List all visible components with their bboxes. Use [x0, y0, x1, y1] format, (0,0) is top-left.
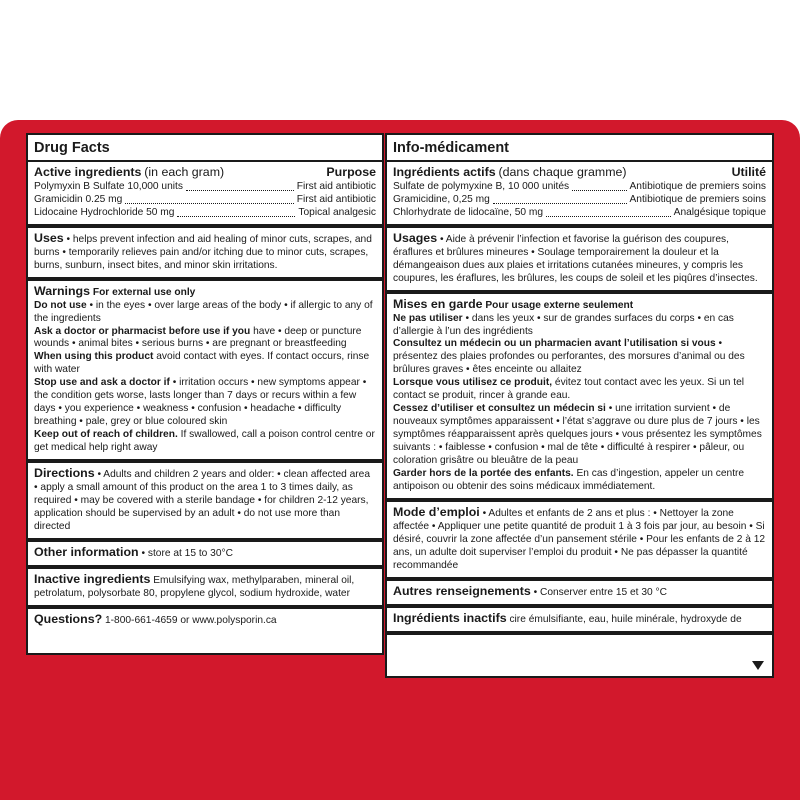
active-header-note-fr: (dans chaque gramme)	[498, 165, 627, 179]
active-header-row-fr	[393, 165, 766, 181]
keep-out-label: Keep out of reach of children.	[34, 429, 178, 441]
other-information-text: • store at 15 to 30°C	[141, 547, 233, 559]
info-medicament-panel	[385, 133, 774, 678]
active-header: Active ingredients	[34, 165, 142, 179]
warnings-section-fr	[387, 294, 772, 502]
uses-header-fr: Usages	[393, 230, 438, 245]
ingredient-name-fr: Chlorhydrate de lidocaïne, 50 mg	[393, 206, 544, 218]
ask-doctor-paragraph	[34, 326, 376, 352]
uses-paragraph-fr	[393, 231, 766, 286]
purpose-header: Purpose	[326, 165, 376, 179]
warnings-heading-fr	[393, 297, 766, 313]
inactive-ingredients-text: Emulsifying wax, methylparaben, mineral oil, petrolatum, polysorbate 80, propylene glycol, sodium hydroxide, water	[34, 574, 355, 599]
ingredient-name-fr: Gramicidine, 0,25 mg	[393, 193, 490, 205]
ingredient-purpose-fr: Antibiotique de premiers soins	[629, 180, 766, 192]
when-using-text: avoid contact with eyes. If contact occurs, rinse with water	[34, 351, 370, 376]
other-information-header: Other information	[34, 544, 139, 559]
ingredient-row	[34, 207, 376, 220]
when-using-paragraph-fr	[393, 377, 766, 403]
active-header-row	[34, 165, 376, 181]
directions-paragraph	[34, 466, 376, 534]
drug-facts-panel	[26, 133, 384, 655]
stop-use-label: Stop use and ask a doctor if	[34, 377, 170, 389]
questions-text: 1-800-661-4659 or www.polysporin.ca	[105, 614, 277, 626]
triangle-down-icon	[752, 661, 764, 670]
uses-header: Uses	[34, 230, 64, 245]
directions-text-fr: • Adultes et enfants de 2 ans et plus : • Nettoyer la zone affectée • Appliquer une petite quantité de produit 1 à 3 fois par jour, au besoin • Si désiré, couvrir la zone affectée d’un pansement stérile • Pour les enfants de 2 à 12 ans, un adulte doit superviser l’emploi du produit • Ne pas dépasser la quantité recommandée	[393, 507, 766, 571]
when-using-label: When using this product	[34, 351, 154, 363]
questions-header: Questions?	[34, 611, 103, 626]
uses-text-fr: • Aide à prévenir l’infection et favorise la guérison des coupures, éraflures et brûlures mineures • Soulage temporairement la douleur et la démangeaison dues aux plaies et irritations cutanées mineures, y compris les coupures, les éraflures, les brûlures, les coups de soleil et les piqûres d’insectes.	[393, 233, 758, 284]
do-not-use-label-fr: Ne pas utiliser	[393, 312, 463, 324]
stop-use-text: • irritation occurs • new symptoms appear • the condition gets worse, lasts longer than 7 days or recurs within a few days • you experience • weakness • confusion • headache • difficulty breathing • pale, grey or blue coloured skin	[34, 377, 367, 428]
warnings-section	[28, 281, 382, 463]
inactive-ingredients-text-fr: cire émulsifiante, eau, huile minérale, hydroxyde de	[509, 613, 742, 625]
leader-dots	[493, 203, 627, 204]
active-header-wrap	[34, 165, 224, 181]
other-information-paragraph	[34, 545, 376, 561]
when-using-text-fr: évitez tout contact avec les yeux. Si un tel contact se produit, rincer à grande eau.	[393, 377, 745, 402]
active-ingredients-section-fr	[387, 162, 772, 228]
uses-section-fr	[387, 228, 772, 294]
do-not-use-paragraph	[34, 300, 376, 326]
active-header-wrap-fr	[393, 165, 627, 181]
warnings-header-fr: Mises en garde	[393, 296, 483, 311]
leader-dots	[546, 216, 671, 217]
directions-header-fr: Mode d’emploi	[393, 504, 480, 519]
other-information-section	[28, 542, 382, 569]
do-not-use-label: Do not use	[34, 299, 87, 311]
stop-use-text-fr: • une irritation survient • de nouveaux symptômes apparaissent • l’état s’aggrave ou dure plus de 7 jours • les symptômes réapparaissent après quelques jours • vous présentez les symptômes suivants : • faiblesse • confusion • mal de tête • difficulté à respirer • pâleur, ou coloration grisâtre ou bleuâtre de la peau	[393, 403, 762, 467]
active-ingredients-section	[28, 162, 382, 228]
when-using-label-fr: Lorsque vous utilisez ce produit,	[393, 377, 553, 389]
ingredient-row	[34, 194, 376, 207]
warnings-header: Warnings	[34, 283, 90, 298]
ingredient-purpose-fr: Antibiotique de premiers soins	[629, 193, 766, 205]
uses-paragraph	[34, 231, 376, 273]
ingredient-purpose: First aid antibiotic	[296, 180, 376, 192]
do-not-use-text: • in the eyes • over large areas of the body • if allergic to any of the ingredients	[34, 299, 373, 324]
leader-dots	[572, 190, 626, 191]
keep-out-paragraph	[34, 429, 376, 455]
inactive-ingredients-header: Inactive ingredients	[34, 571, 151, 586]
ingredient-row-fr	[393, 194, 766, 207]
directions-header: Directions	[34, 466, 95, 481]
ingredient-purpose-fr: Analgésique topique	[673, 206, 766, 218]
other-information-text-fr: • Conserver entre 15 et 30 °C	[533, 586, 667, 598]
ask-doctor-text-fr: • présentez des plaies profondes ou perforantes, des morsures d’animal ou des brûlures graves • êtes enceinte ou allaitez	[393, 338, 745, 376]
ingredient-purpose: Topical analgesic	[298, 206, 376, 218]
ask-doctor-text: have • deep or puncture wounds • animal bites • serious burns • are pregnant or breastfeeding	[34, 325, 362, 350]
ingredient-name: Gramicidin 0.25 mg	[34, 193, 123, 205]
stop-use-paragraph	[34, 377, 376, 429]
questions-paragraph	[34, 612, 376, 628]
leader-dots	[125, 203, 293, 204]
do-not-use-text-fr: • dans les yeux • sur de grandes surfaces du corps • en cas d’allergie à l’un des ingrédients	[393, 312, 734, 337]
inactive-ingredients-paragraph-fr	[393, 611, 746, 627]
do-not-use-paragraph-fr	[393, 313, 766, 339]
ingredient-row-fr	[393, 207, 766, 220]
ingredient-name: Polymyxin B Sulfate 10,000 units	[34, 180, 183, 192]
ingredient-name: Lidocaine Hydrochloride 50 mg	[34, 206, 175, 218]
panel-title-fr: Info-médicament	[387, 135, 772, 162]
ingredient-purpose: First aid antibiotic	[296, 193, 376, 205]
uses-section	[28, 228, 382, 281]
keep-out-label-fr: Garder hors de la portée des enfants.	[393, 468, 574, 480]
inactive-ingredients-header-fr: Ingrédients inactifs	[393, 610, 507, 625]
directions-text: • Adults and children 2 years and older: • clean affected area • apply a small amount of this product on the area 1 to 3 times daily, as required • may be covered with a sterile bandage • for children 2-12 years, application should be supervised by an adult • do not use more than directed	[34, 469, 370, 532]
leader-dots	[177, 216, 295, 217]
stop-use-label-fr: Cessez d’utiliser et consultez un médecin si	[393, 403, 606, 415]
questions-section	[28, 609, 382, 632]
active-header-note: (in each gram)	[144, 165, 225, 179]
inactive-ingredients-section-fr	[387, 608, 772, 635]
other-information-section-fr	[387, 581, 772, 608]
ingredient-row	[34, 181, 376, 194]
ingredient-name-fr: Sulfate de polymyxine B, 10 000 unités	[393, 180, 570, 192]
directions-section	[28, 463, 382, 542]
leader-dots	[186, 190, 294, 191]
ask-doctor-paragraph-fr	[393, 338, 766, 377]
purpose-header-fr: Utilité	[731, 165, 766, 179]
when-using-paragraph	[34, 351, 376, 377]
active-header-fr: Ingrédients actifs	[393, 165, 496, 179]
warnings-header-note: For external use only	[92, 286, 196, 298]
panel-title: Drug Facts	[28, 135, 382, 162]
other-information-paragraph-fr	[393, 584, 766, 600]
keep-out-text: If swallowed, call a poison control centre or get medical help right away	[34, 429, 375, 454]
warnings-header-note-fr: Pour usage externe seulement	[485, 299, 634, 311]
ingredient-row-fr	[393, 181, 766, 194]
keep-out-text-fr: En cas d’ingestion, appeler un centre antipoison ou obtenir des soins médicaux immédiatement.	[393, 468, 745, 492]
inactive-ingredients-section	[28, 569, 382, 609]
warnings-heading	[34, 284, 376, 300]
inactive-ingredients-paragraph	[34, 572, 376, 601]
ask-doctor-label: Ask a doctor or pharmacist before use if you	[34, 325, 251, 337]
ask-doctor-label-fr: Consultez un médecin ou un pharmacien avant l’utilisation si vous	[393, 338, 716, 350]
uses-text: • helps prevent infection and aid healing of minor cuts, scrapes, and burns • temporarily relieves pain and/or itching due to minor cuts, scrapes, burns, sunburn, insect bites, and minor skin irritations.	[34, 233, 372, 271]
other-information-header-fr: Autres renseignements	[393, 583, 531, 598]
keep-out-paragraph-fr	[393, 468, 766, 494]
directions-section-fr	[387, 502, 772, 581]
stop-use-paragraph-fr	[393, 403, 766, 468]
directions-paragraph-fr	[393, 505, 766, 573]
